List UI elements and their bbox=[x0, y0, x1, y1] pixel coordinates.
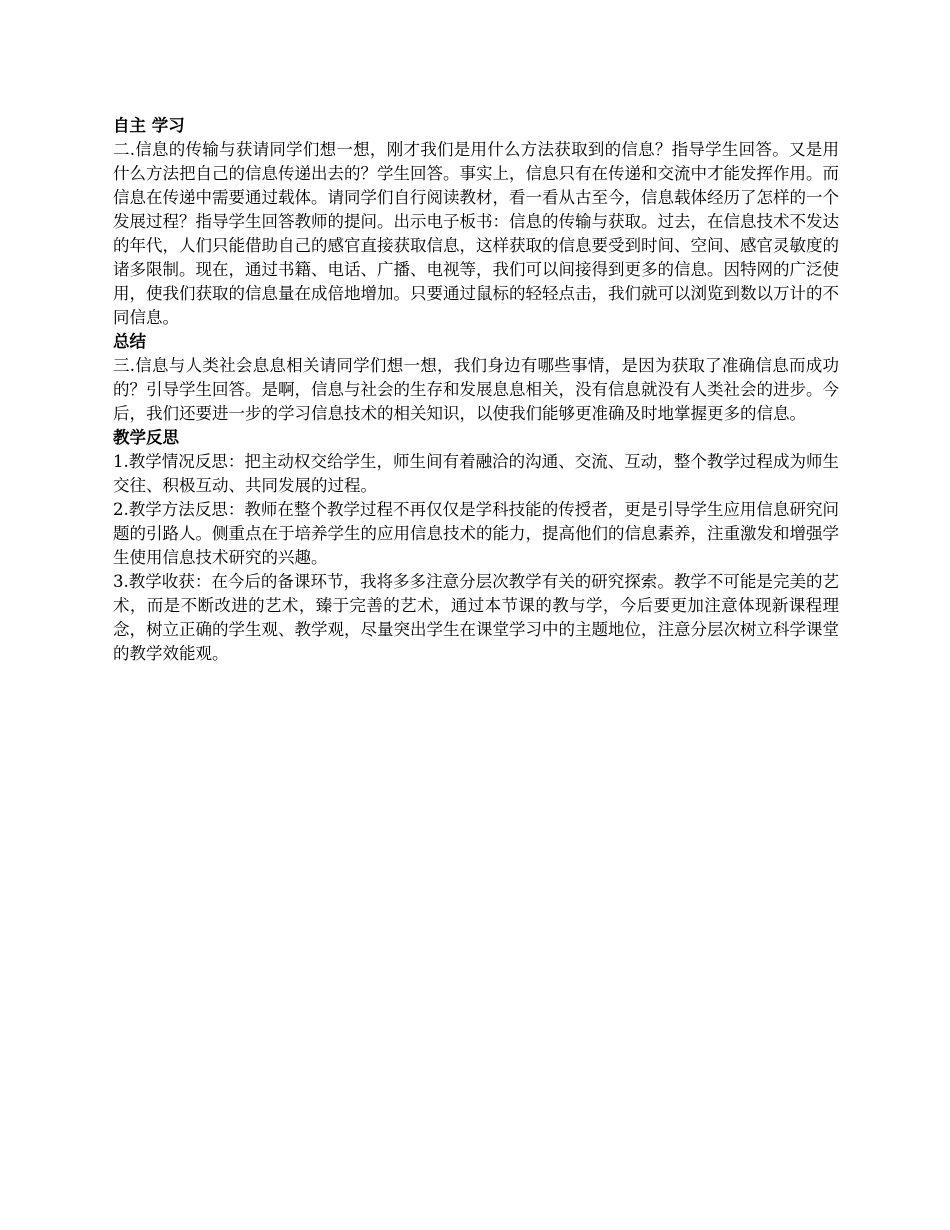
heading-self-study: 自主 学习 bbox=[113, 116, 185, 135]
reflection-item-gains: 3.教学收获：在今后的备课环节，我将多多注意分层次教学有关的研究探索。教学不可能是完美的艺术，而是不断改进的艺术，臻于完善的艺术，通过本节课的教与学，今后要更加注意体现新课程理念，树立正确的学生观、教学观，尽量突出学生在课堂学习中的主题地位，注意分层次树立科学课堂的教学效能观。 bbox=[113, 572, 839, 663]
reflection-item-method: 2.教学方法反思：教师在整个教学过程不再仅仅是学科技能的传授者，更是引导学生应用信息研究问题的引路人。侧重点在于培养学生的应用信息技术的能力，提高他们的信息素养，注重激发和增强学生使用信息技术研究的兴趣。 bbox=[113, 500, 839, 567]
document-page bbox=[113, 114, 839, 666]
heading-teaching-reflection: 教学反思 bbox=[113, 428, 179, 447]
heading-summary: 总结 bbox=[113, 332, 146, 351]
paragraph-information-society: 三.信息与人类社会息息相关请同学们想一想，我们身边有哪些事情，是因为获取了准确信息而成功的？引导学生回答。是啊，信息与社会的生存和发展息息相关，没有信息就没有人类社会的进步。今后，我们还要进一步的学习信息技术的相关知识，以使我们能够更准确及时地掌握更多的信息。 bbox=[113, 356, 839, 423]
reflection-item-situation: 1.教学情况反思：把主动权交给学生，师生间有着融洽的沟通、交流、互动，整个教学过程成为师生交往、积极互动、共同发展的过程。 bbox=[113, 452, 839, 495]
paragraph-information-transmission: 二.信息的传输与获请同学们想一想，刚才我们是用什么方法获取到的信息？指导学生回答。又是用什么方法把自己的信息传递出去的？学生回答。事实上，信息只有在传递和交流中才能发挥作用。而信息在传递中需要通过载体。请同学们自行阅读教材，看一看从古至今，信息载体经历了怎样的一个发展过程？指导学生回答教师的提问。出示电子板书：信息的传输与获取。过去，在信息技术不发达的年代，人们只能借助自己的感官直接获取信息，这样获取的信息要受到时间、空间、感官灵敏度的诸多限制。现在，通过书籍、电话、广播、电视等，我们可以间接得到更多的信息。因特网的广泛使用，使我们获取的信息量在成倍地增加。只要通过鼠标的轻轻点击，我们就可以浏览到数以万计的不同信息。 bbox=[113, 140, 839, 327]
